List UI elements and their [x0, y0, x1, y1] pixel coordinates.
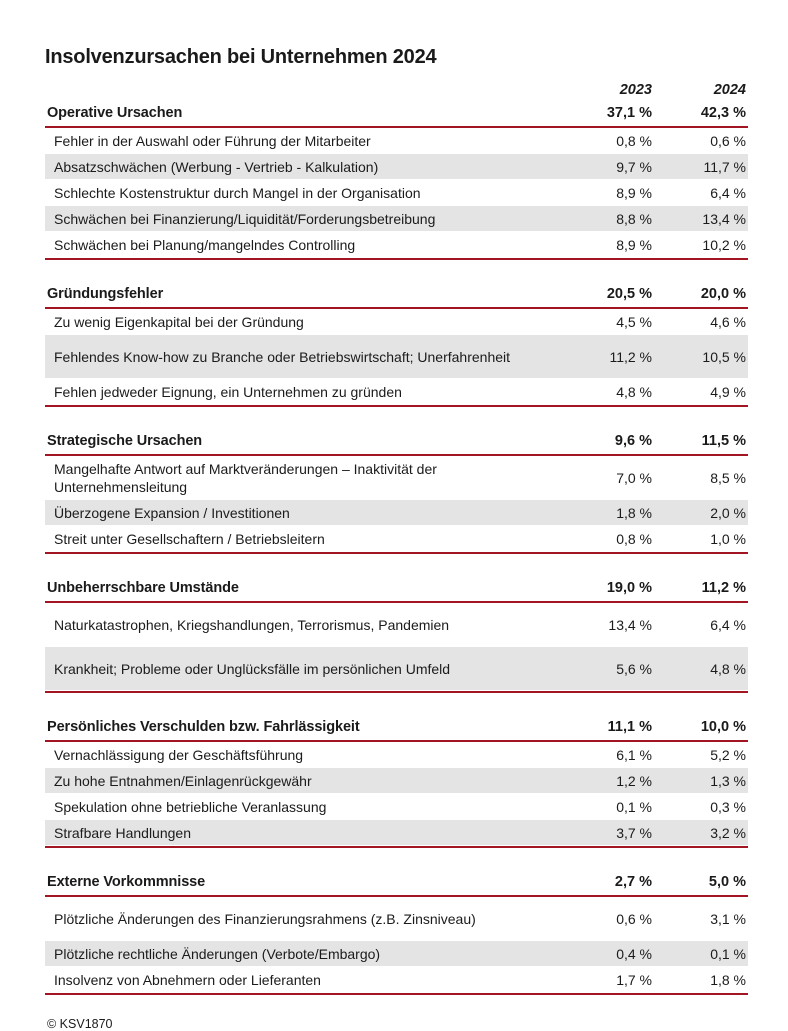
group-header-row: [45, 100, 748, 126]
row-value-2024: 13,4 %: [702, 210, 746, 227]
row-label: Zu wenig Eigenkapital bei der Gründung: [54, 313, 304, 330]
groups-container: [45, 100, 748, 995]
row-label: Strafbare Handlungen: [54, 824, 191, 841]
row-value-2023: 0,6 %: [616, 910, 652, 927]
table-row: [45, 180, 748, 206]
row-label: Zu hohe Entnahmen/Einlagenrückgewähr: [54, 772, 312, 789]
group-header-row: [45, 575, 748, 601]
row-value-2023: 0,8 %: [616, 530, 652, 547]
group-value-2024: 20,0 %: [700, 286, 746, 302]
table-row: [45, 309, 748, 335]
cause-group: [45, 693, 748, 848]
row-value-2023: 13,4 %: [608, 616, 652, 633]
row-value-2024: 0,1 %: [710, 945, 746, 962]
cause-group: [45, 100, 748, 260]
row-value-2023: 7,0 %: [616, 469, 652, 486]
group-title: Persönliches Verschulden bzw. Fahrlässigkeit: [47, 719, 360, 735]
group-header-row: [45, 428, 748, 454]
row-label: Absatzschwächen (Werbung - Vertrieb - Kalkulation): [54, 158, 379, 175]
row-value-2024: 0,3 %: [710, 798, 746, 815]
group-value-2024: 42,3 %: [700, 105, 746, 121]
table-row: [45, 128, 748, 154]
table-row: [45, 206, 748, 232]
table-row: [45, 794, 748, 820]
row-value-2023: 0,4 %: [616, 945, 652, 962]
table-row: [45, 379, 748, 405]
cause-group: [45, 407, 748, 554]
group-title: Externe Vorkommnisse: [47, 874, 206, 890]
row-label: Streit unter Gesellschaftern / Betriebsleitern: [54, 530, 325, 547]
row-label: Schlechte Kostenstruktur durch Mangel in der Organisation: [54, 184, 421, 201]
group-spacer: [45, 407, 748, 428]
row-value-2024: 1,3 %: [710, 772, 746, 789]
row-value-2024: 1,0 %: [710, 530, 746, 547]
row-label: Vernachlässigung der Geschäftsführung: [54, 746, 304, 763]
table-row: [45, 500, 748, 526]
row-value-2024: 6,4 %: [710, 616, 746, 633]
row-value-2023: 8,9 %: [616, 184, 652, 201]
cause-group: [45, 848, 748, 995]
column-header-2024: 2024: [713, 82, 746, 98]
group-value-2023: 11,1 %: [607, 719, 652, 735]
row-label: Schwächen bei Planung/mangelndes Controlling: [54, 236, 356, 253]
page-title: Insolvenzursachen bei Unternehmen 2024: [45, 46, 437, 68]
group-title: Operative Ursachen: [47, 105, 183, 121]
row-value-2023: 1,8 %: [616, 504, 652, 521]
table-row: [45, 768, 748, 794]
group-value-2024: 11,5 %: [701, 433, 746, 449]
row-value-2023: 9,7 %: [616, 158, 652, 175]
group-rows: [45, 128, 748, 258]
row-value-2023: 4,8 %: [616, 383, 652, 400]
row-label: Plötzliche rechtliche Änderungen (Verbote/Embargo): [54, 945, 381, 962]
row-value-2024: 0,6 %: [710, 132, 746, 149]
row-label: Überzogene Expansion / Investitionen: [54, 504, 290, 521]
row-label: Naturkatastrophen, Kriegshandlungen, Terrorismus, Pandemien: [54, 616, 450, 633]
table-row: [45, 526, 748, 552]
group-title: Gründungsfehler: [47, 286, 164, 302]
table-row: [45, 647, 748, 691]
group-header-row: [45, 714, 748, 740]
group-value-2023: 20,5 %: [606, 286, 652, 302]
group-value-2024: 11,2 %: [701, 580, 746, 596]
group-value-2023: 19,0 %: [606, 580, 652, 596]
group-header-row: [45, 281, 748, 307]
row-value-2023: 1,7 %: [616, 971, 652, 988]
row-value-2023: 6,1 %: [616, 746, 652, 763]
cause-group: [45, 260, 748, 407]
row-value-2023: 11,2 %: [609, 348, 652, 365]
group-spacer: [45, 693, 748, 714]
group-rows: [45, 897, 748, 993]
table-row: [45, 232, 748, 258]
copyright-footer: © KSV1870: [47, 1017, 113, 1031]
table-row: [45, 897, 748, 941]
row-value-2023: 0,8 %: [616, 132, 652, 149]
row-label: Insolvenz von Abnehmern oder Lieferanten: [54, 971, 321, 988]
row-value-2023: 8,9 %: [616, 236, 652, 253]
row-label: Schwächen bei Finanzierung/Liquidität/Forderungsbetreibung: [54, 210, 436, 227]
group-title: Unbeherrschbare Umstände: [47, 580, 239, 596]
row-value-2024: 10,5 %: [702, 348, 746, 365]
table-row: [45, 742, 748, 768]
row-label: Fehler in der Auswahl oder Führung der Mitarbeiter: [54, 132, 371, 149]
row-value-2024: 1,8 %: [710, 971, 746, 988]
group-value-2024: 10,0 %: [700, 719, 746, 735]
row-value-2023: 0,1 %: [616, 798, 652, 815]
row-label: Mangelhafte Antwort auf Marktveränderungen – Inaktivität der Unternehmensleitung: [54, 460, 437, 495]
table-row: [45, 967, 748, 993]
row-value-2024: 3,1 %: [710, 910, 746, 927]
row-value-2023: 5,6 %: [616, 660, 652, 677]
row-value-2024: 5,2 %: [710, 746, 746, 763]
row-value-2023: 3,7 %: [616, 824, 652, 841]
row-label: Krankheit; Probleme oder Unglücksfälle im persönlichen Umfeld: [54, 660, 451, 677]
group-spacer: [45, 848, 748, 869]
group-value-2023: 2,7 %: [614, 874, 652, 890]
row-label: Fehlendes Know-how zu Branche oder Betriebswirtschaft; Unerfahrenheit: [54, 348, 511, 365]
group-value-2023: 9,6 %: [614, 433, 652, 449]
cause-group: [45, 554, 748, 693]
group-value-2023: 37,1 %: [606, 105, 652, 121]
row-value-2024: 6,4 %: [710, 184, 746, 201]
row-label: Spekulation ohne betriebliche Veranlassung: [54, 798, 327, 815]
group-value-2024: 5,0 %: [708, 874, 746, 890]
table-row: [45, 941, 748, 967]
row-value-2024: 4,6 %: [710, 313, 746, 330]
row-value-2024: 4,9 %: [710, 383, 746, 400]
row-value-2024: 8,5 %: [710, 469, 746, 486]
group-rows: [45, 603, 748, 691]
row-value-2024: 10,2 %: [702, 236, 746, 253]
row-value-2023: 4,5 %: [616, 313, 652, 330]
table-row: [45, 603, 748, 647]
table-row: [45, 335, 748, 379]
column-header-2023: 2023: [619, 82, 652, 98]
row-label: Fehlen jedweder Eignung, ein Unternehmen zu gründen: [54, 383, 402, 400]
row-value-2024: 4,8 %: [710, 660, 746, 677]
table-row: [45, 456, 748, 500]
group-rows: [45, 742, 748, 846]
group-header-row: [45, 869, 748, 895]
column-header-row: [45, 76, 748, 98]
group-title: Strategische Ursachen: [47, 433, 203, 449]
group-spacer: [45, 260, 748, 281]
row-value-2024: 2,0 %: [710, 504, 746, 521]
row-label: Plötzliche Änderungen des Finanzierungsrahmens (z.B. Zinsniveau): [54, 910, 476, 927]
table-row: [45, 154, 748, 180]
group-rows: [45, 456, 748, 552]
group-rows: [45, 309, 748, 405]
group-bottom-rule: [45, 993, 748, 995]
row-value-2023: 8,8 %: [616, 210, 652, 227]
row-value-2023: 1,2 %: [616, 772, 652, 789]
table-row: [45, 820, 748, 846]
group-spacer: [45, 554, 748, 575]
row-value-2024: 11,7 %: [703, 158, 746, 175]
row-value-2024: 3,2 %: [710, 824, 746, 841]
